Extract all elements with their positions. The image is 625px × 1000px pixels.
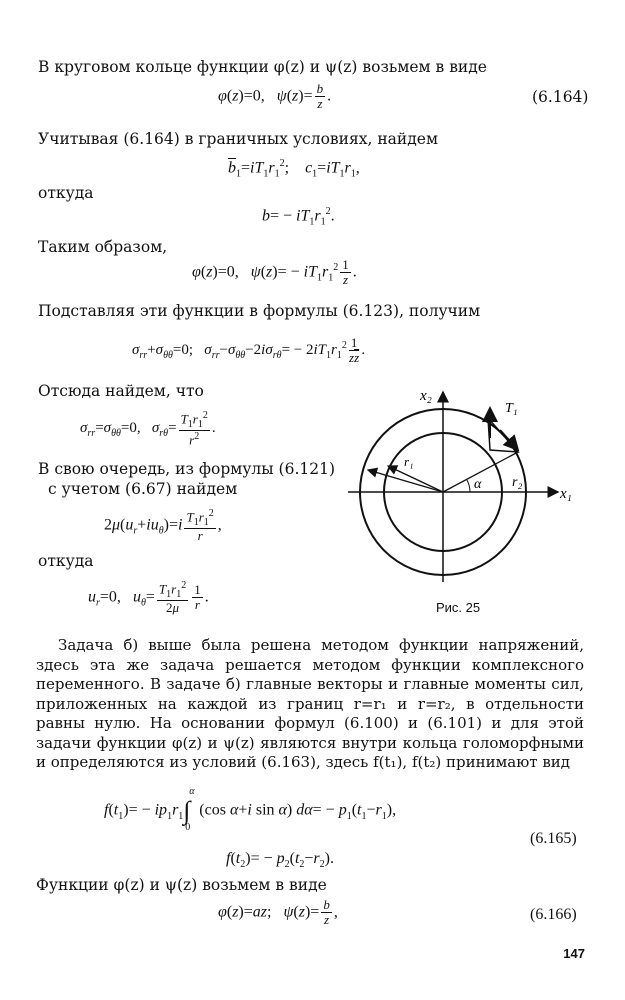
equation-number: (6.166) bbox=[530, 906, 577, 923]
paragraph-line: Учитывая (6.164) в граничных условиях, найдем bbox=[38, 130, 439, 148]
equation-6-165a: $f(t_1)= - ip_1r_1\int$ α 0 (cos α+i sin α) $d\alpha= - p_1(t_1-r_1)$, bbox=[104, 786, 397, 833]
equation-b: $b= - iT_1r_1^2$. bbox=[262, 206, 335, 228]
paragraph-line: В свою очередь, из формулы (6.121) bbox=[38, 460, 336, 478]
T2-arrow bbox=[500, 430, 518, 450]
force-triangle bbox=[488, 418, 518, 452]
paragraph-line: Таким образом, bbox=[38, 238, 168, 256]
equation-sigma: $\sigma_{rr}+\sigma_{\theta\theta}=0$; $\sigma_{rr}-\sigma_{\theta\theta}-2i\sigma_{r\theta}= - 2iT_1r_1^2$ $\frac{1}{z\overline{z}}$ . bbox=[132, 335, 366, 366]
r2-radius bbox=[368, 470, 443, 492]
label-x1: x₁ bbox=[560, 486, 572, 502]
paragraph-line: Подставляя эти функции в формулы (6.123), получим bbox=[38, 302, 481, 320]
paragraph-line: откуда bbox=[38, 184, 94, 202]
body-paragraph: Задача б) выше была решена методом функции напряжений, здесь эта же задача решается методом функции комплексного переменного. В задаче б) главные векторы и главные моменты сил, приложенных на каждой из границ r=r₁ и r=r₂, в отдельности равны нулю. На основании формул (6.100) и (6.101) и для этой задачи функции φ(z) и ψ(z) являются внутри кольца голоморфными и определяются из условий (6.163), здесь f(t₁), f(t₂) принимают вид bbox=[36, 636, 584, 771]
equation-sigma-result: $\sigma_{rr}=\sigma_{\theta\theta}=0$, $\sigma_{r\theta}=$ $\frac{T_1r_1^2}{r^2}$ . bbox=[80, 410, 216, 448]
equation-6-165b: $f(t_2)= - p_2(t_2-r_2)$. bbox=[226, 850, 334, 871]
equation-number: (6.164) bbox=[532, 88, 589, 106]
paragraph-line: Функции φ(z) и ψ(z) возьмем в виде bbox=[36, 876, 327, 894]
label-r1: r₁ bbox=[404, 454, 414, 469]
equation-number: (6.165) bbox=[530, 830, 577, 847]
label-alpha: α bbox=[474, 477, 482, 492]
label-r2: r₂ bbox=[512, 475, 523, 490]
paragraph-line: откуда bbox=[38, 552, 94, 570]
page-number: 147 bbox=[563, 946, 585, 961]
alpha-arc bbox=[467, 480, 470, 492]
label-T1: T₁ bbox=[505, 401, 518, 416]
equation-6-164: φ(z)=0, ψ(z)= $\frac{b}{z}$ . bbox=[218, 81, 332, 112]
equation-b1: $\overline{b}_1=iT_1r_1^2$; $c_1=iT_1r_1$, bbox=[228, 158, 360, 180]
equation-phi-psi: φ(z)=0, $\psi(z)= - iT_1r_1^2$ $\frac{1}{z}$ . bbox=[192, 257, 357, 288]
r1-radius bbox=[388, 466, 443, 492]
paragraph-line: В круговом кольце функции φ(z) и ψ(z) возьмем в виде bbox=[38, 58, 487, 76]
figure-25 bbox=[340, 378, 590, 608]
figure-caption: Рис. 25 bbox=[436, 600, 481, 615]
equation-u-result: $u_r=0$, $u_\theta=$ $\frac{T_1r_1^2}{2\mu}$ $\frac{1}{r}$ . bbox=[88, 580, 209, 615]
paragraph-line: с учетом (6.67) найдем bbox=[48, 480, 238, 498]
equation-displacement: $2\mu(u_r+iu_\theta)=i$ $\frac{T_1r_1^2}{r}$ , bbox=[104, 508, 222, 543]
equation-6-166: φ(z)=az; ψ(z)= $\frac{b}{z}$ , bbox=[218, 897, 338, 928]
paragraph-line: Отсюда найдем, что bbox=[38, 382, 204, 400]
label-x2: x₂ bbox=[420, 388, 432, 404]
